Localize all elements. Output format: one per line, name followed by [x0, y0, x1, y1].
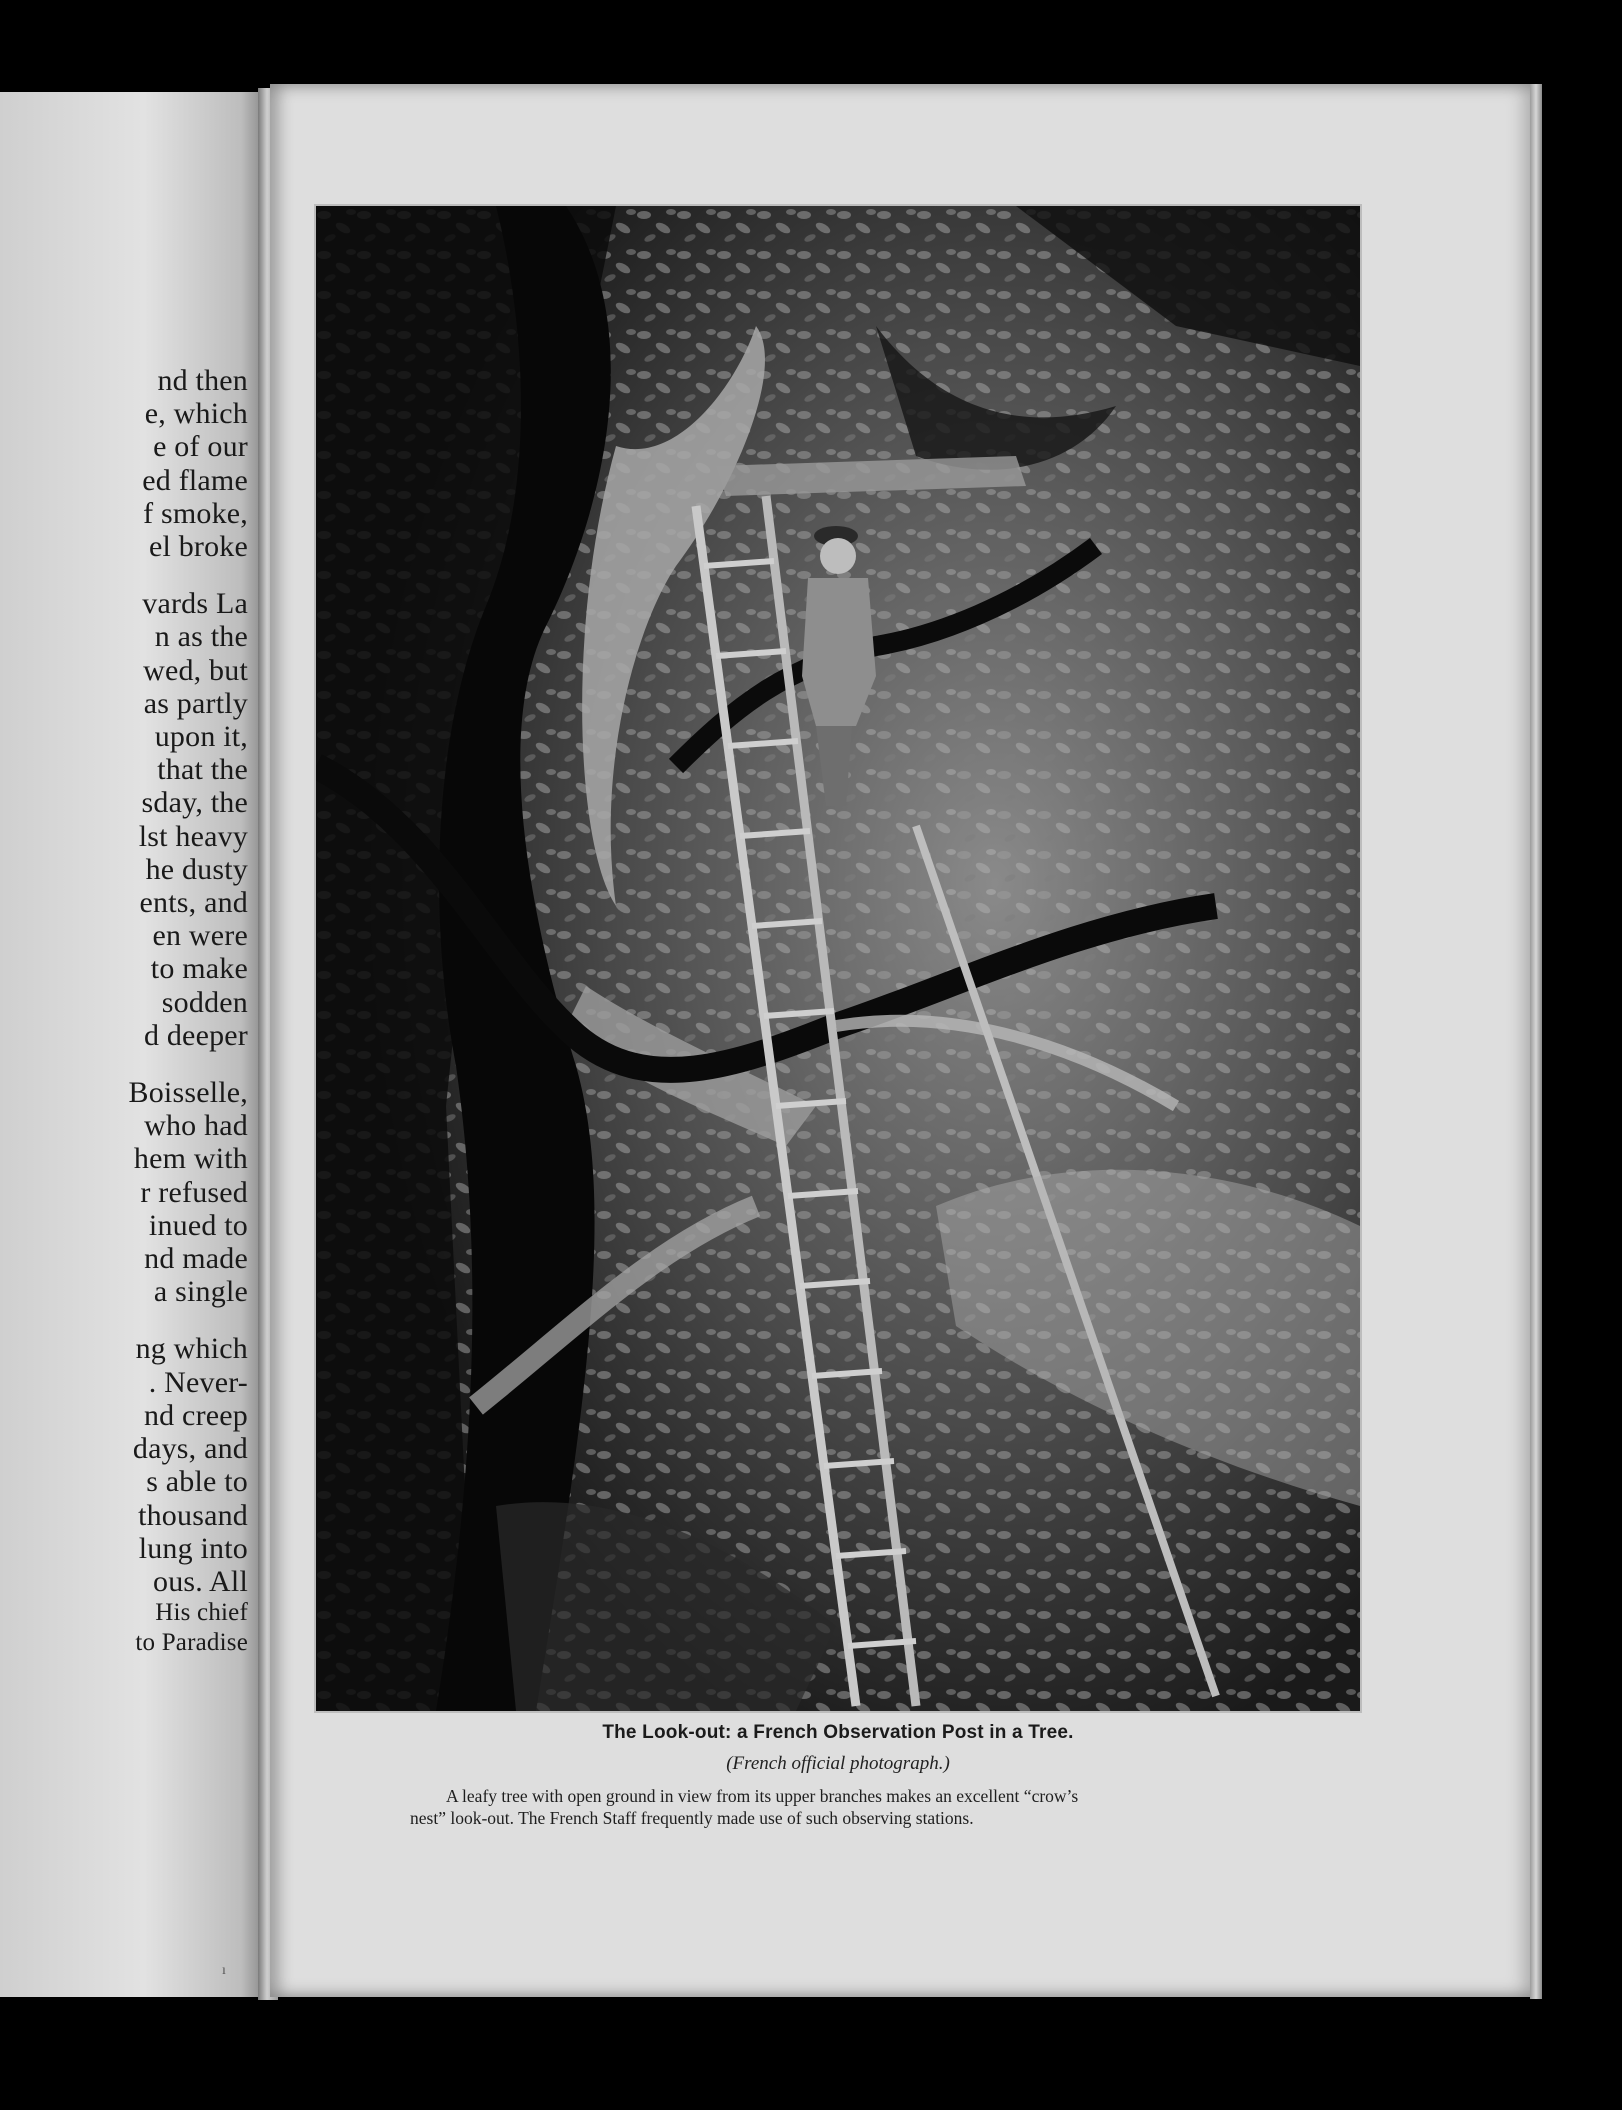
left-line: days, and: [132, 1432, 248, 1466]
left-line: . Never-: [148, 1365, 248, 1399]
left-footer-line: His chief: [155, 1599, 248, 1627]
figure-credit: (French official photograph.): [726, 1753, 950, 1774]
left-line: r refused: [140, 1175, 248, 1209]
left-line: ents, and: [139, 886, 248, 920]
left-line: a single: [153, 1275, 248, 1309]
left-line: s able to: [146, 1465, 248, 1499]
page-mark: ı: [222, 1963, 226, 1978]
left-line: as partly: [143, 686, 248, 720]
left-line: en were: [152, 919, 248, 953]
left-line: vards La: [142, 587, 248, 621]
figure-description-line: A leafy tree with open ground in view from its upper branches makes an excellent “crow’s: [446, 1786, 1079, 1806]
left-line: inued to: [148, 1208, 248, 1242]
left-line: wed, but: [143, 653, 248, 687]
tree-observation-post-photo: [316, 206, 1360, 1711]
left-line: hem with: [133, 1142, 248, 1176]
left-line: ng which: [135, 1332, 248, 1366]
left-line: nd creep: [143, 1398, 248, 1432]
left-line: sodden: [161, 985, 248, 1019]
left-line: that the: [157, 753, 248, 787]
left-line: e of our: [153, 430, 248, 464]
left-line: who had: [144, 1109, 248, 1143]
figure-title: The Look-out: a French Observation Post in a Tree.: [602, 1722, 1074, 1743]
left-line: Boisselle,: [128, 1076, 248, 1110]
left-line: lst heavy: [138, 819, 248, 853]
left-line: n as the: [154, 620, 248, 654]
left-line: ed flame: [142, 463, 248, 497]
left-page-text: [0, 364, 248, 1658]
figure-description-line: nest” look-out. The French Staff frequently made use of such observing stations.: [410, 1808, 974, 1828]
left-line: sday, the: [141, 786, 248, 820]
left-line: nd then: [157, 364, 248, 397]
left-footer-line: to Paradise: [135, 1629, 248, 1657]
left-line: he dusty: [145, 852, 248, 886]
left-line: thousand: [138, 1498, 248, 1532]
left-line: d deeper: [143, 1018, 248, 1052]
left-line: upon it,: [154, 720, 248, 754]
left-line: lung into: [138, 1531, 248, 1565]
left-line: nd made: [144, 1242, 248, 1276]
left-line: to make: [150, 952, 248, 986]
left-line: ous. All: [153, 1564, 248, 1598]
left-page: [0, 92, 262, 1997]
figure-description: [410, 1785, 1290, 1829]
left-line: e, which: [144, 397, 248, 431]
left-line: f smoke,: [143, 496, 248, 530]
left-line: el broke: [148, 530, 248, 564]
page-edge: [1530, 84, 1542, 1999]
